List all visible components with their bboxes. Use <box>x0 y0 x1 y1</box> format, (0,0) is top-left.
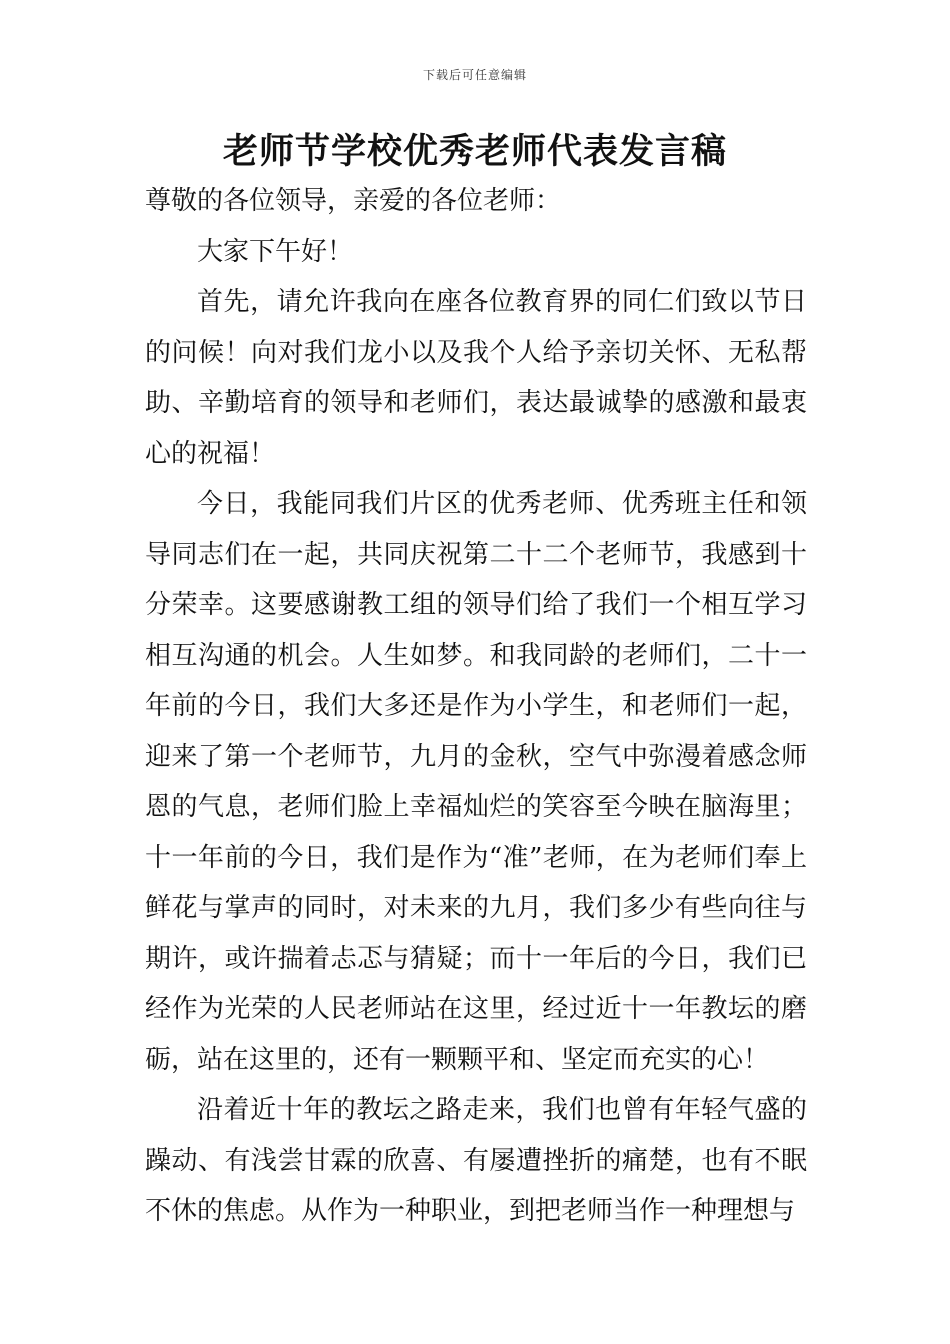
paragraph-1: 首先，请允许我向在座各位教育界的同仁们致以节日的问候！向对我们龙小以及我个人给予亲切关怀、无私帮助、辛勤培育的领导和老师们，表达最诚挚的感激和最衷心的祝福！ <box>145 287 807 469</box>
greeting: 大家下午好！ <box>197 236 354 267</box>
header-note: 下载后可任意编辑 <box>422 68 527 82</box>
paragraph-3: 沿着近十年的教坛之路走来，我们也曾有年轻气盛的躁动、有浅尝甘霖的欣喜、有屡遭挫折的痛楚，也有不眠不休的焦虑。从作为一种职业，到把老师当作一种理想与 <box>145 1095 807 1226</box>
paragraph-2: 今日，我能同我们片区的优秀老师、优秀班主任和领导同志们在一起，共同庆祝第二十二个老师节，我感到十分荣幸。这要感谢教工组的领导们给了我们一个相互学习相互沟通的机会。人生如梦。和我同龄的老师们，二十一年前的今日，我们大多还是作为小学生，和老师们一起，迎来了第一个老师节，九月的金秋，空气中弥漫着感念师恩的气息，老师们脸上幸福灿烂的笑容至今映在脑海里；十一年前的今日，我们是作为“准”老师，在为老师们奉上鲜花与掌声的同时，对未来的九月，我们多少有些向往与期许，或许揣着忐忑与猜疑；而十一年后的今日，我们已经作为光荣的人民老师站在这里，经过近十一年教坛的磨砺，站在这里的，还有一颗颗平和、坚定而充实的心！ <box>145 489 807 1075</box>
document-body <box>145 176 807 1237</box>
document-title: 老师节学校优秀老师代表发言稿 <box>222 132 727 172</box>
salutation: 尊敬的各位领导，亲爱的各位老师： <box>145 186 562 216</box>
